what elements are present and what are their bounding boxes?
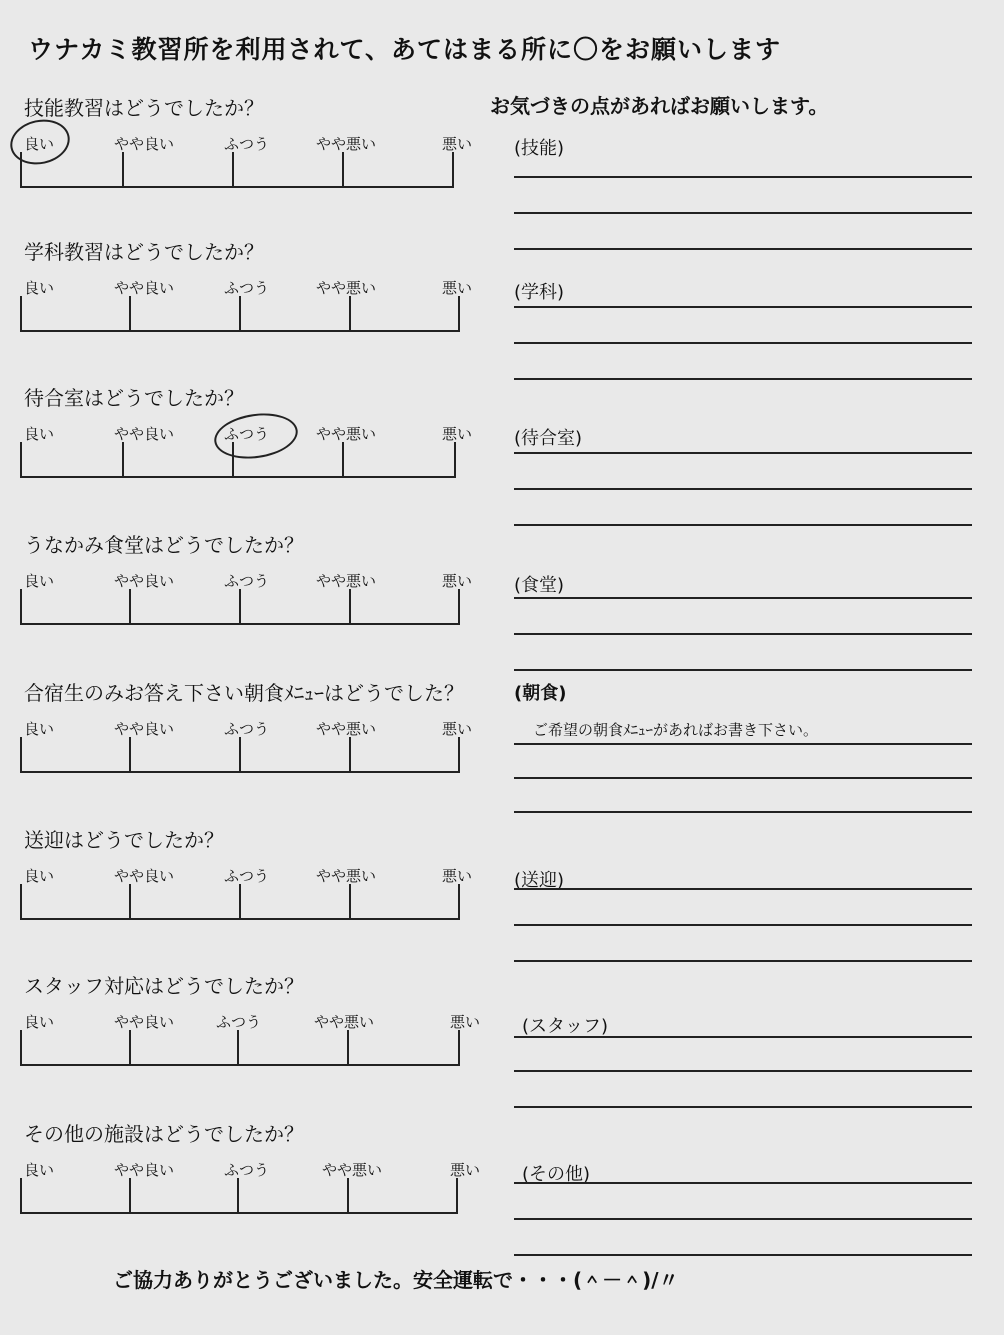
- scale-label-somewhat-bad: やや悪い: [316, 135, 377, 153]
- scale-tick: [349, 589, 351, 623]
- scale-tick: [237, 1178, 239, 1212]
- write-line[interactable]: [514, 524, 972, 526]
- scale-tick: [239, 737, 241, 771]
- scale-label-somewhat-bad: やや悪い: [316, 279, 377, 297]
- footer-thanks: ご協力ありがとうございました。安全運転で・・・(＾－＾)/〃: [113, 1268, 679, 1292]
- scale-tick: [239, 296, 241, 330]
- scale-label-good: 良い: [24, 720, 55, 738]
- scale-label-somewhat-bad: やや悪い: [316, 867, 377, 885]
- question-text: 学科教習はどうでしたか？: [24, 240, 264, 264]
- scale-tick: [342, 152, 344, 186]
- scale-label-good: 良い: [24, 425, 55, 443]
- scale-label-average: ふつう: [224, 572, 270, 590]
- category-label: (朝食): [514, 683, 567, 704]
- question-text: 合宿生のみお答え下さい朝食ﾒﾆｭｰはどうでした？: [24, 681, 464, 705]
- scale-label-good: 良い: [24, 572, 55, 590]
- question-text: スタッフ対応はどうでしたか？: [24, 974, 304, 998]
- scale-tick: [129, 296, 131, 330]
- scale-label-somewhat-bad: やや悪い: [316, 572, 377, 590]
- scale-label-good: 良い: [24, 279, 55, 297]
- write-line[interactable]: [514, 488, 972, 490]
- write-line[interactable]: [514, 669, 972, 671]
- category-label: (学科): [514, 282, 565, 303]
- rating-scale[interactable]: [20, 442, 456, 478]
- rating-scale[interactable]: [20, 1030, 460, 1066]
- scale-tick: [239, 884, 241, 918]
- scale-tick: [347, 1178, 349, 1212]
- scale-label-somewhat-bad: やや悪い: [316, 425, 377, 443]
- scale-label-average: ふつう: [224, 867, 270, 885]
- question-text: その他の施設はどうでしたか？: [24, 1122, 304, 1146]
- scale-label-average: ふつう: [224, 1161, 270, 1179]
- category-label: (技能): [514, 138, 565, 159]
- scale-tick: [122, 152, 124, 186]
- scale-label-somewhat-bad: やや悪い: [316, 720, 377, 738]
- rating-scale[interactable]: [20, 737, 460, 773]
- write-line[interactable]: [514, 743, 972, 745]
- scale-label-somewhat-good: やや良い: [114, 135, 175, 153]
- rating-scale[interactable]: [20, 296, 460, 332]
- write-line[interactable]: [514, 924, 972, 926]
- scale-label-good: 良い: [24, 867, 55, 885]
- scale-label-bad: 悪い: [442, 425, 473, 443]
- write-line[interactable]: [514, 597, 972, 599]
- scale-label-somewhat-bad: やや悪い: [322, 1161, 383, 1179]
- scale-label-average: ふつう: [224, 135, 270, 153]
- scale-label-average: ふつう: [224, 279, 270, 297]
- scale-tick: [129, 884, 131, 918]
- write-line[interactable]: [514, 248, 972, 250]
- scale-label-somewhat-good: やや良い: [114, 572, 175, 590]
- form-title: ウナカミ教習所を利用されて、あてはまる所に〇をお願いします: [28, 35, 782, 64]
- scale-tick: [347, 1030, 349, 1064]
- write-line[interactable]: [514, 888, 972, 890]
- write-line[interactable]: [514, 212, 972, 214]
- scale-tick: [239, 589, 241, 623]
- write-line[interactable]: [514, 1036, 972, 1038]
- scale-tick: [232, 152, 234, 186]
- question-text: うなかみ食堂はどうでしたか？: [24, 533, 304, 557]
- scale-tick: [129, 737, 131, 771]
- scale-tick: [237, 1030, 239, 1064]
- scale-label-somewhat-good: やや良い: [114, 425, 175, 443]
- scale-tick: [122, 442, 124, 476]
- write-line[interactable]: [514, 811, 972, 813]
- scale-label-somewhat-good: やや良い: [114, 867, 175, 885]
- scale-label-average: ふつう: [224, 720, 270, 738]
- question-text: 送迎はどうでしたか？: [24, 828, 224, 852]
- scale-label-somewhat-good: やや良い: [114, 1161, 175, 1179]
- scale-label-good: 良い: [24, 135, 55, 153]
- category-label: (送迎): [514, 870, 565, 891]
- write-line[interactable]: [514, 452, 972, 454]
- notes-heading: お気づきの点があればお願いします。: [490, 94, 829, 118]
- scale-tick: [349, 296, 351, 330]
- write-line[interactable]: [514, 1182, 972, 1184]
- scale-label-somewhat-good: やや良い: [114, 720, 175, 738]
- write-line[interactable]: [514, 960, 972, 962]
- write-line[interactable]: [514, 1106, 972, 1108]
- write-line[interactable]: [514, 777, 972, 779]
- rating-scale[interactable]: [20, 589, 460, 625]
- rating-scale[interactable]: [20, 152, 454, 188]
- write-line[interactable]: [514, 1254, 972, 1256]
- scale-tick: [129, 1178, 131, 1212]
- scale-tick: [342, 442, 344, 476]
- breakfast-hint: ご希望の朝食ﾒﾆｭｰがあればお書き下さい。: [533, 721, 819, 739]
- write-line[interactable]: [514, 306, 972, 308]
- write-line[interactable]: [514, 378, 972, 380]
- scale-label-bad: 悪い: [442, 572, 473, 590]
- scale-tick: [129, 589, 131, 623]
- scale-label-bad: 悪い: [442, 720, 473, 738]
- write-line[interactable]: [514, 1218, 972, 1220]
- scale-tick: [129, 1030, 131, 1064]
- scale-label-bad: 悪い: [442, 279, 473, 297]
- write-line[interactable]: [514, 1070, 972, 1072]
- scale-label-bad: 悪い: [442, 867, 473, 885]
- scale-label-average: ふつう: [216, 1013, 262, 1031]
- category-label: (その他): [522, 1164, 591, 1185]
- category-label: (スタッフ): [522, 1016, 609, 1037]
- rating-scale[interactable]: [20, 884, 460, 920]
- question-text: 待合室はどうでしたか？: [24, 386, 244, 410]
- scale-label-somewhat-good: やや良い: [114, 1013, 175, 1031]
- scale-label-bad: 悪い: [450, 1013, 481, 1031]
- category-label: (待合室): [514, 428, 583, 449]
- write-line[interactable]: [514, 633, 972, 635]
- scale-label-somewhat-bad: やや悪い: [314, 1013, 375, 1031]
- scale-label-bad: 悪い: [442, 135, 473, 153]
- write-line[interactable]: [514, 342, 972, 344]
- rating-scale[interactable]: [20, 1178, 458, 1214]
- write-line[interactable]: [514, 176, 972, 178]
- scale-label-average: ふつう: [224, 425, 270, 443]
- scale-tick: [232, 442, 234, 476]
- scale-label-bad: 悪い: [450, 1161, 481, 1179]
- scale-label-good: 良い: [24, 1013, 55, 1031]
- scale-tick: [349, 737, 351, 771]
- question-text: 技能教習はどうでしたか？: [24, 96, 264, 120]
- scale-tick: [349, 884, 351, 918]
- scale-label-somewhat-good: やや良い: [114, 279, 175, 297]
- category-label: (食堂): [514, 575, 565, 596]
- scale-label-good: 良い: [24, 1161, 55, 1179]
